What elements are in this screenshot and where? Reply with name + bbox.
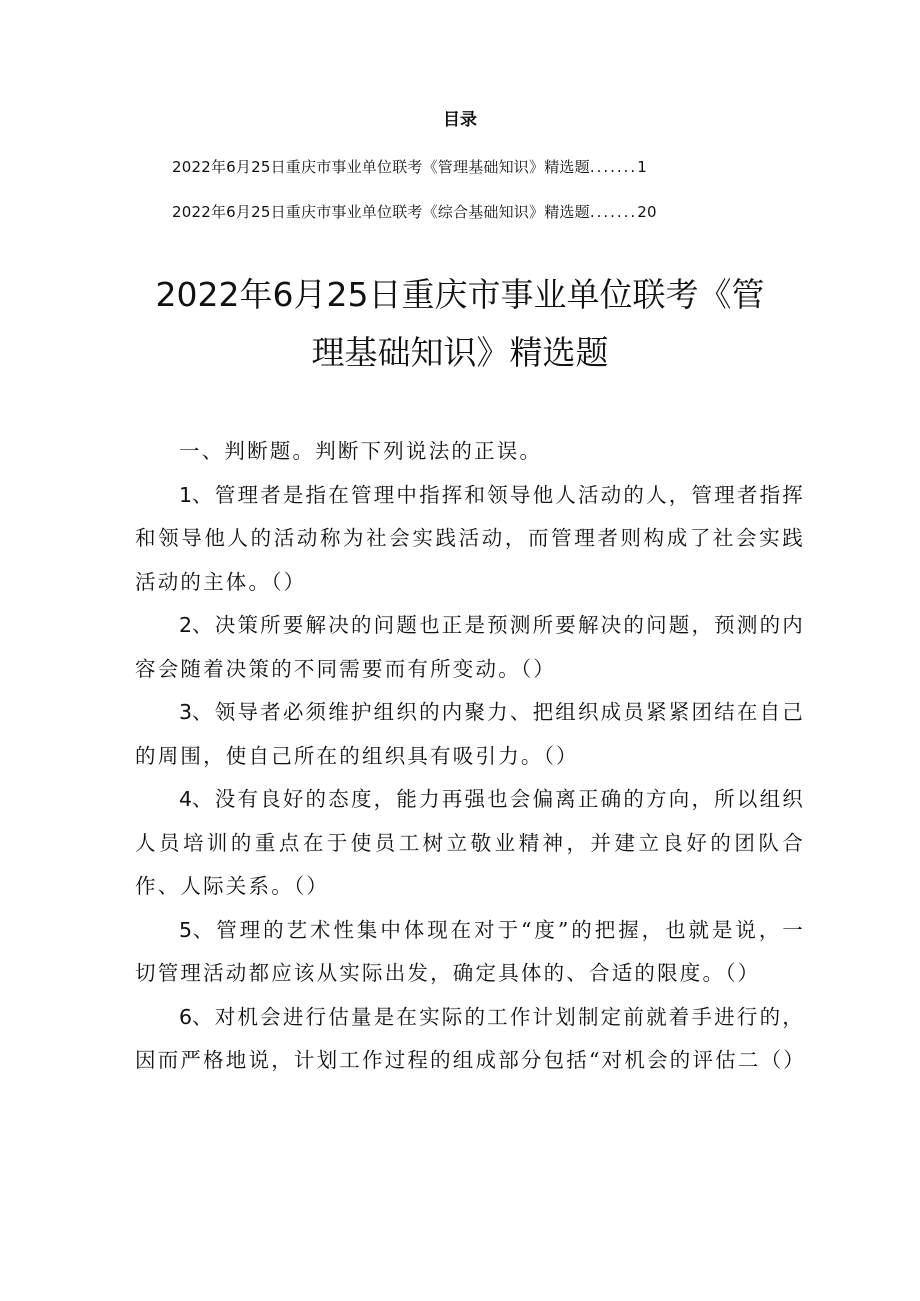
question-number: 5 xyxy=(179,917,193,942)
document-title-line-1: 2022年6月25日重庆市事业单位联考《管 xyxy=(155,275,765,314)
toc-leader-dots: ....... xyxy=(589,158,638,176)
question-text: 、管理者是指在管理中指挥和领导他人活动的人，管理者指挥和领导他人的活动称为社会实践活动，而管理者则构成了社会实践活动的主体。（） xyxy=(135,482,805,594)
question-4 xyxy=(135,778,805,909)
question-number: 4 xyxy=(179,787,193,811)
toc-title: 目录 xyxy=(443,110,477,130)
question-6 xyxy=(135,996,805,1083)
toc-entry-text: 2022年6月25日重庆市事业单位联考《综合基础知识》精选题 xyxy=(172,203,590,221)
question-text: 、管理的艺术性集中体现在对于“度”的把握，也就是说，一切管理活动都应该从实际出发，确定具体的、合适的限度。（） xyxy=(135,917,805,985)
question-text: 、领导者必须维护组织的内聚力、把组织成员紧紧团结在自己的周围，使自己所在的组织具有吸引力。（） xyxy=(135,700,805,768)
question-number: 2 xyxy=(179,613,193,637)
question-text: 、没有良好的态度，能力再强也会偏离正确的方向，所以组织人员培训的重点在于使员工树立敬业精神，并建立良好的团队合作、人际关系。（） xyxy=(135,787,805,898)
question-number: 3 xyxy=(179,700,193,724)
document-title xyxy=(80,266,840,382)
section-heading: 一、判断题。判断下列说法的正误。 xyxy=(179,439,543,463)
question-3 xyxy=(135,691,805,778)
question-number: 1 xyxy=(179,482,193,507)
question-2 xyxy=(135,604,805,691)
document-body xyxy=(135,430,805,1083)
toc-page-number: 20 xyxy=(637,203,657,221)
question-5 xyxy=(135,909,805,996)
question-1 xyxy=(135,474,805,605)
toc-entry-text: 2022年6月25日重庆市事业单位联考《管理基础知识》精选题 xyxy=(172,158,590,176)
toc-page-number: 1 xyxy=(637,158,647,176)
question-text: 、决策所要解决的问题也正是预测所要解决的问题，预测的内容会随着决策的不同需要而有所变动。（） xyxy=(135,613,805,681)
toc-entry-management[interactable] xyxy=(172,156,647,178)
toc-entry-comprehensive[interactable] xyxy=(172,201,657,223)
question-number: 6 xyxy=(179,1004,193,1029)
document-title-line-2: 理基础知识》精选题 xyxy=(311,333,609,372)
question-text: 、对机会进行估量是在实际的工作计划制定前就着手进行的，因而严格地说，计划工作过程的组成部分包括“对机会的评估二（） xyxy=(135,1004,806,1072)
toc-leader-dots: ....... xyxy=(589,203,638,221)
